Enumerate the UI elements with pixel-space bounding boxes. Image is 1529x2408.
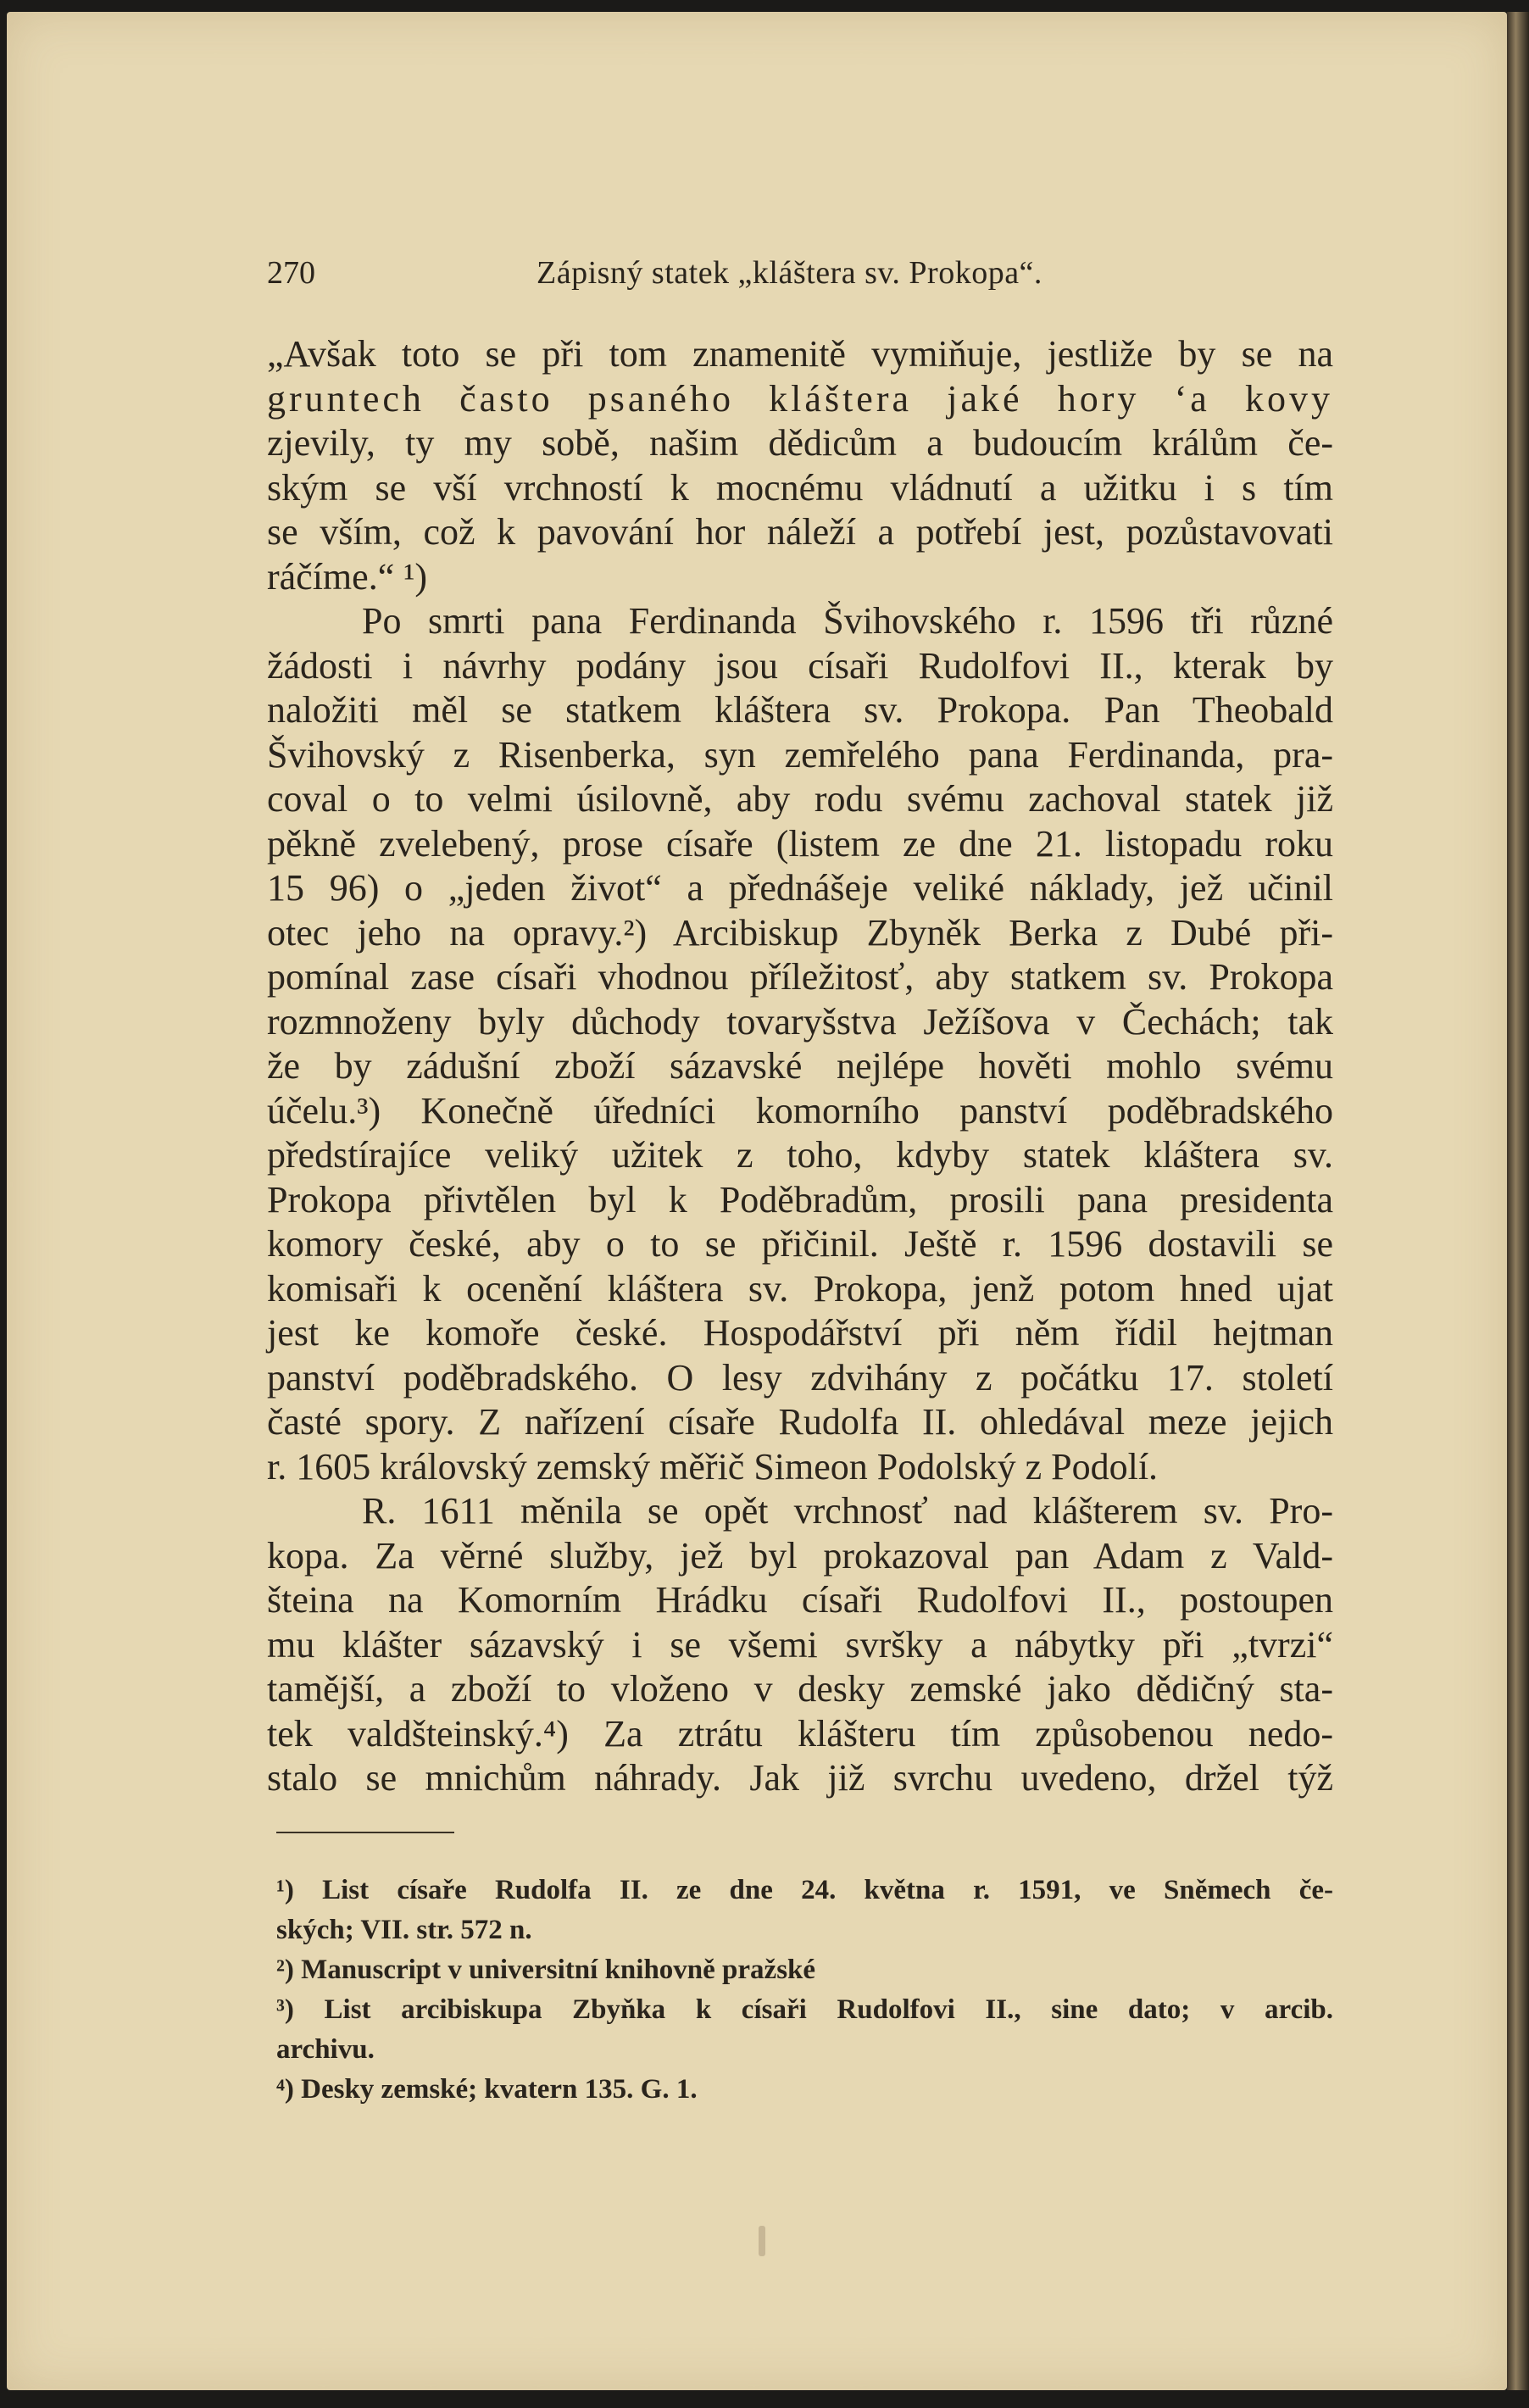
text-line: tamější, a zboží to vloženo v desky zemské jako dědičný sta- xyxy=(267,1668,1333,1710)
text-line: časté spory. Z nařízení císaře Rudolfa II. ohledával meze jejich xyxy=(267,1401,1333,1443)
text-line: stalo se mnichům náhrady. Jak již svrchu uvedeno, držel týž xyxy=(267,1757,1333,1799)
text-line: coval o to velmi úsilovně, aby rodu svému zachoval statek již xyxy=(267,778,1333,820)
text-line: ským se vší vrchností k mocnému vládnutí a užitku i s tím xyxy=(267,466,1333,509)
footnote-line: ²) Manuscript v universitní knihovně pražské xyxy=(276,1955,816,1985)
page-header xyxy=(267,254,1333,305)
text-line: R. 1611 měnila se opět vrchnosť nad klášterem sv. Pro- xyxy=(362,1490,1333,1532)
text-line: Po smrti pana Ferdinanda Švihovského r. 1596 tři různé xyxy=(362,600,1333,642)
text-line: ráčíme.“ ¹) xyxy=(267,555,428,598)
text-line: otec jeho na opravy.²) Arcibiskup Zbyněk Berka z Dubé při- xyxy=(267,911,1333,954)
text-line: se vším, což k pavování hor náleží a potřebí jest, pozůstavovati xyxy=(267,511,1333,553)
text-line: žádosti i návrhy podány jsou císaři Rudolfovi II., kterak by xyxy=(267,644,1333,687)
text-line: jest ke komoře české. Hospodářství při něm řídil hejtman xyxy=(267,1312,1333,1354)
text-line: 15 96) o „jeden život“ a přednášeje veliké náklady, jež učinil xyxy=(267,867,1333,909)
text-line: předstírajíce veliký užitek z toho, kdyby statek kláštera sv. xyxy=(267,1134,1333,1176)
footnote-line: archivu. xyxy=(276,2034,375,2065)
text-line: pěkně zvelebený, prose císaře (listem ze dne 21. listopadu roku xyxy=(267,822,1333,865)
text-line: Švihovský z Risenberka, syn zemřelého pana Ferdinanda, pra- xyxy=(267,733,1333,776)
text-line: tek valdšteinský.⁴) Za ztrátu klášteru tím způsobenou nedo- xyxy=(267,1712,1333,1755)
body-text xyxy=(267,332,1333,1801)
footnote-line: ¹) List císaře Rudolfa II. ze dne 24. května r. 1591, ve Sněmech če- xyxy=(276,1875,1333,1905)
paper-speck xyxy=(759,2226,765,2256)
book-page xyxy=(7,12,1507,2390)
page-number: 270 xyxy=(267,255,315,291)
text-line: Prokopa přivtělen byl k Poděbradům, prosili pana presidenta xyxy=(267,1178,1333,1221)
text-line: pomínal zase císaři vhodnou příležitosť, aby statkem sv. Prokopa xyxy=(267,956,1333,998)
text-line: že by zádušní zboží sázavské nejlépe hověti mohlo svému xyxy=(267,1045,1333,1087)
text-line: mu klášter sázavský i se všemi svršky a nábytky při „tvrzi“ xyxy=(267,1623,1333,1666)
footnote-line: ských; VII. str. 572 n. xyxy=(276,1915,532,1945)
footnote-line: ³) List arcibiskupa Zbyňka k císaři Rudolfovi II., sine dato; v arcib. xyxy=(276,1994,1333,2025)
text-line: „Avšak toto se při tom znamenitě vymiňuje, jestliže by se na xyxy=(267,333,1333,375)
text-line: r. 1605 královský zemský měřič Simeon Podolský z Podolí. xyxy=(267,1445,1159,1488)
text-line: komory české, aby o to se přičinil. Ještě r. 1596 dostavili se xyxy=(267,1223,1333,1265)
text-line: gruntech často psaného kláštera jaké hory ‘a kovy xyxy=(267,377,1333,420)
page-edge xyxy=(1507,12,1529,2390)
text-line: zjevily, ty my sobě, našim dědicům a budoucím králům če- xyxy=(267,422,1333,464)
text-line: komisaři k ocenění kláštera sv. Prokopa, jenž potom hned ujat xyxy=(267,1267,1333,1310)
footnotes xyxy=(276,1871,1333,2110)
text-line: šteina na Komorním Hrádku císaři Rudolfovi II., postoupen xyxy=(267,1579,1333,1621)
text-line: účelu.³) Konečně úředníci komorního panství poděbradského xyxy=(267,1089,1333,1132)
text-line: rozmnoženy byly důchody tovaryšstva Ježíšova v Čechách; tak xyxy=(267,1000,1333,1043)
text-line: kopa. Za věrné služby, jež byl prokazoval pan Adam z Vald- xyxy=(267,1534,1333,1577)
footnote-line: ⁴) Desky zemské; kvatern 135. G. 1. xyxy=(276,2074,698,2105)
footnote-divider xyxy=(276,1832,454,1833)
running-title: Zápisný statek „kláštera sv. Prokopa“. xyxy=(537,255,1042,291)
text-line: naložiti měl se statkem kláštera sv. Prokopa. Pan Theobald xyxy=(267,689,1333,731)
text-line: panství poděbradského. O lesy zdvihány z počátku 17. století xyxy=(267,1356,1333,1399)
